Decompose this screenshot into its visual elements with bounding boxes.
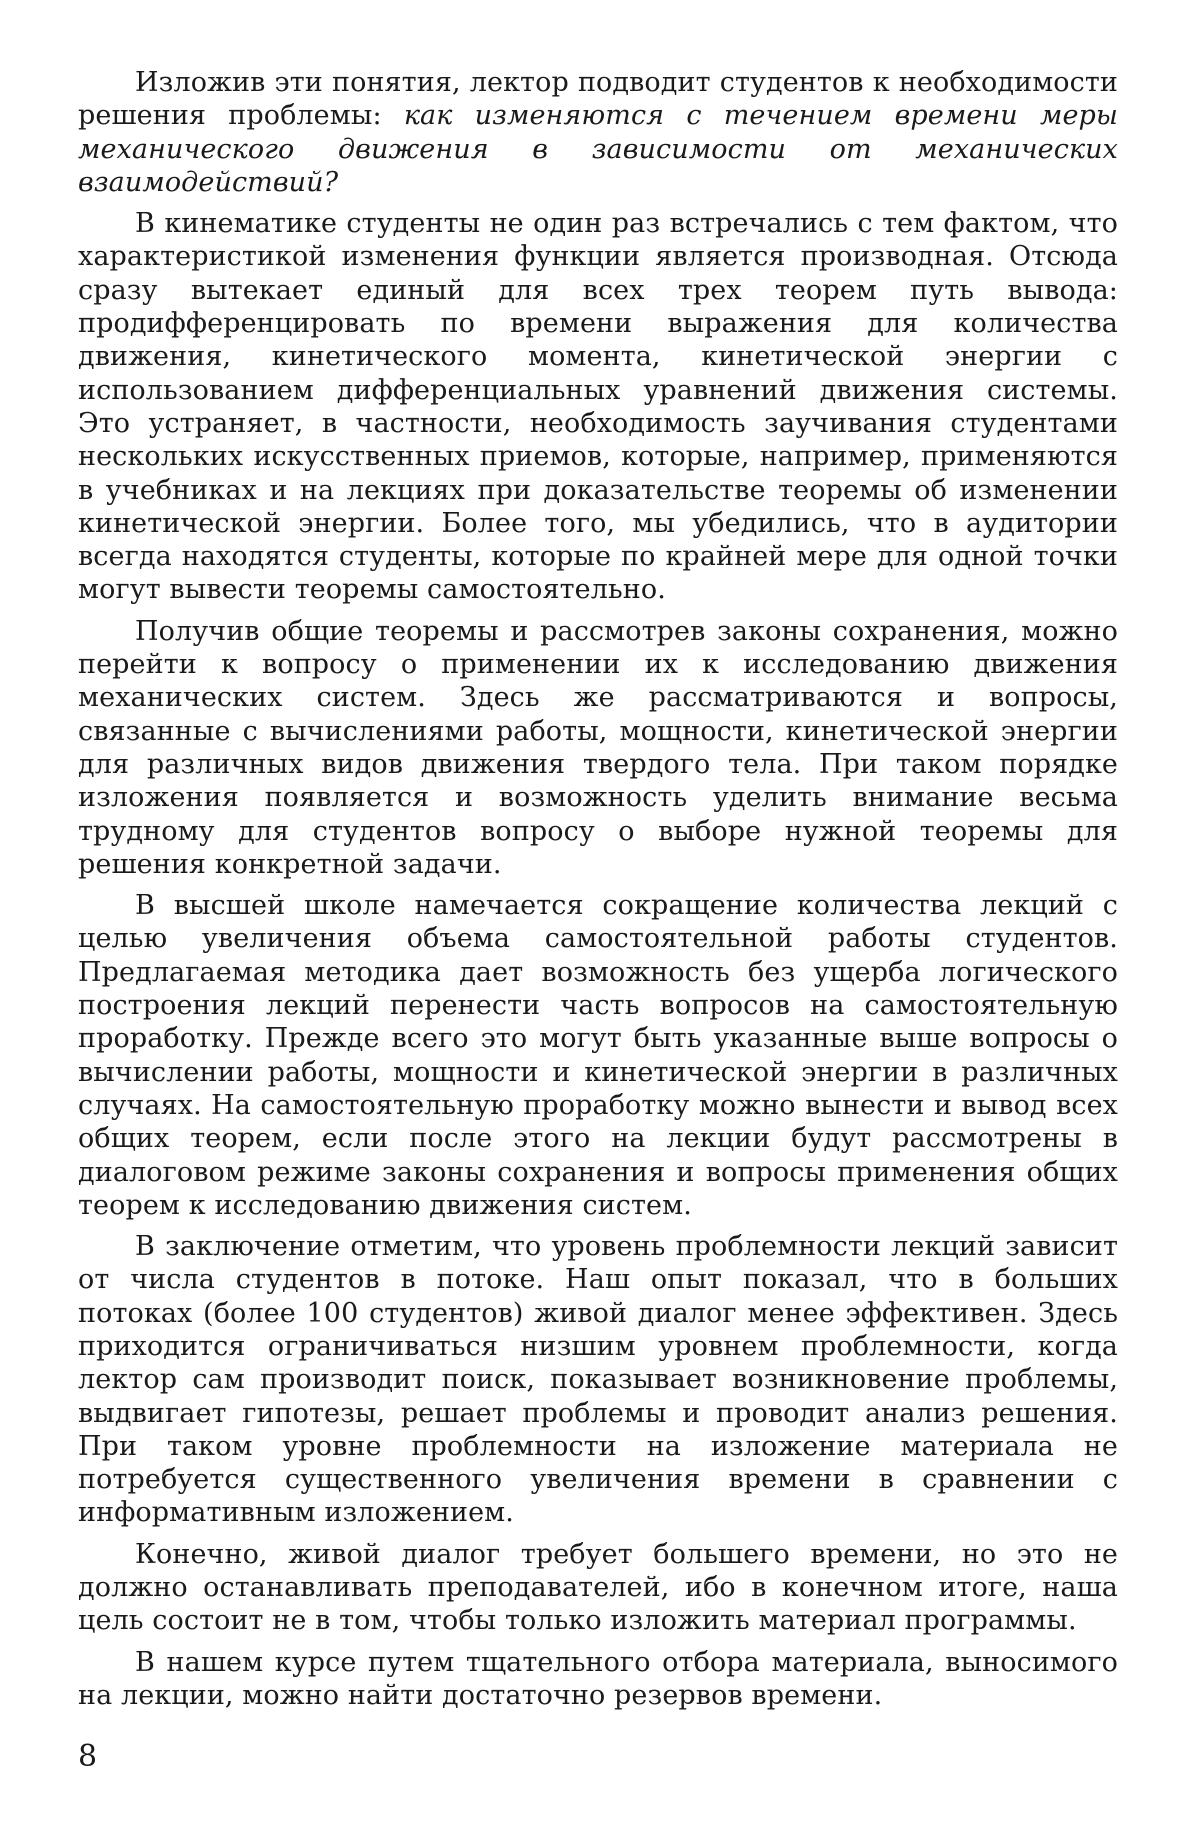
paragraph-5: В заключение отметим, что уровень проблемности лекций зависит от числа студентов в потоке. Наш опыт показал, что в больших потоках (более 100 студентов) живой диалог менее эффективен. Здесь приходится ограничиваться низшим уровнем проблемности, когда лектор сам производит поиск, показывает возникновение проблемы, выдвигает гипотезы, решает проблемы и проводит анализ решения. При таком уровне проблемности на изложение материала не потребуется существенного увеличения времени в сравнении с информативным изложением. <box>78 1231 1118 1529</box>
paragraph-4: В высшей школе намечается сокращение количества лекций с целью увеличения объема самостоятельной работы студентов. Предлагаемая методика дает возможность без ущерба логического построения лекций перенести часть вопросов на самостоятельную проработку. Прежде всего это могут быть указанные выше вопросы о вычислении работы, мощности и кинетической энергии в различных случаях. На самостоятельную проработку можно вынести и вывод всех общих теорем, если после этого на лекции будут рассмотрены в диалоговом режиме законы сохранения и вопросы применения общих теорем к исследованию движения систем. <box>78 890 1118 1221</box>
page-body <box>78 66 1118 1720</box>
paragraph-1-lead: Изложив эти понятия, лектор подводит студентов к необходимости решения проблемы: <box>78 67 1118 132</box>
paragraph-2: В кинематике студенты не один раз встречались с тем фактом, что характеристикой изменения функции является производная. Отсюда сразу вытекает единый для всех трех теорем путь вывода: продифференцировать по времени выражения для количества движения, кинетического момента, кинетической энергии с использованием дифференциальных уравнений движения системы. Это устраняет, в частности, необходимость заучивания студентами нескольких искусственных приемов, которые, например, применяются в учебниках и на лекциях при доказательстве теоремы об изменении кинетической энергии. Более того, мы убедились, что в аудитории всегда находятся студенты, которые по крайней мере для одной точки могут вывести теоремы самостоятельно. <box>78 208 1118 606</box>
paragraph-1 <box>78 66 1118 199</box>
paragraph-1-emphasis: как изменяются с течением времени меры механического движения в зависимости от механических взаимодействий? <box>78 100 1118 198</box>
paragraph-6: Конечно, живой диалог требует большего времени, но это не должно останавливать преподавателей, ибо в конечном итоге, наша цель состоит не в том, чтобы только изложить материал программы. <box>78 1538 1118 1637</box>
paragraph-3: Получив общие теоремы и рассмотрев законы сохранения, можно перейти к вопросу о применении их к исследованию движения механических систем. Здесь же рассматриваются и вопросы, связанные с вычислениями работы, мощности, кинетической энергии для различных видов движения твердого тела. При таком порядке изложения появляется и возможность уделить внимание весьма трудному для студентов вопросу о выборе нужной теоремы для решения конкретной задачи. <box>78 615 1118 880</box>
page-number: 8 <box>78 1739 98 1774</box>
paragraph-7: В нашем курсе путем тщательного отбора материала, выносимого на лекции, можно найти достаточно резервов времени. <box>78 1646 1118 1711</box>
